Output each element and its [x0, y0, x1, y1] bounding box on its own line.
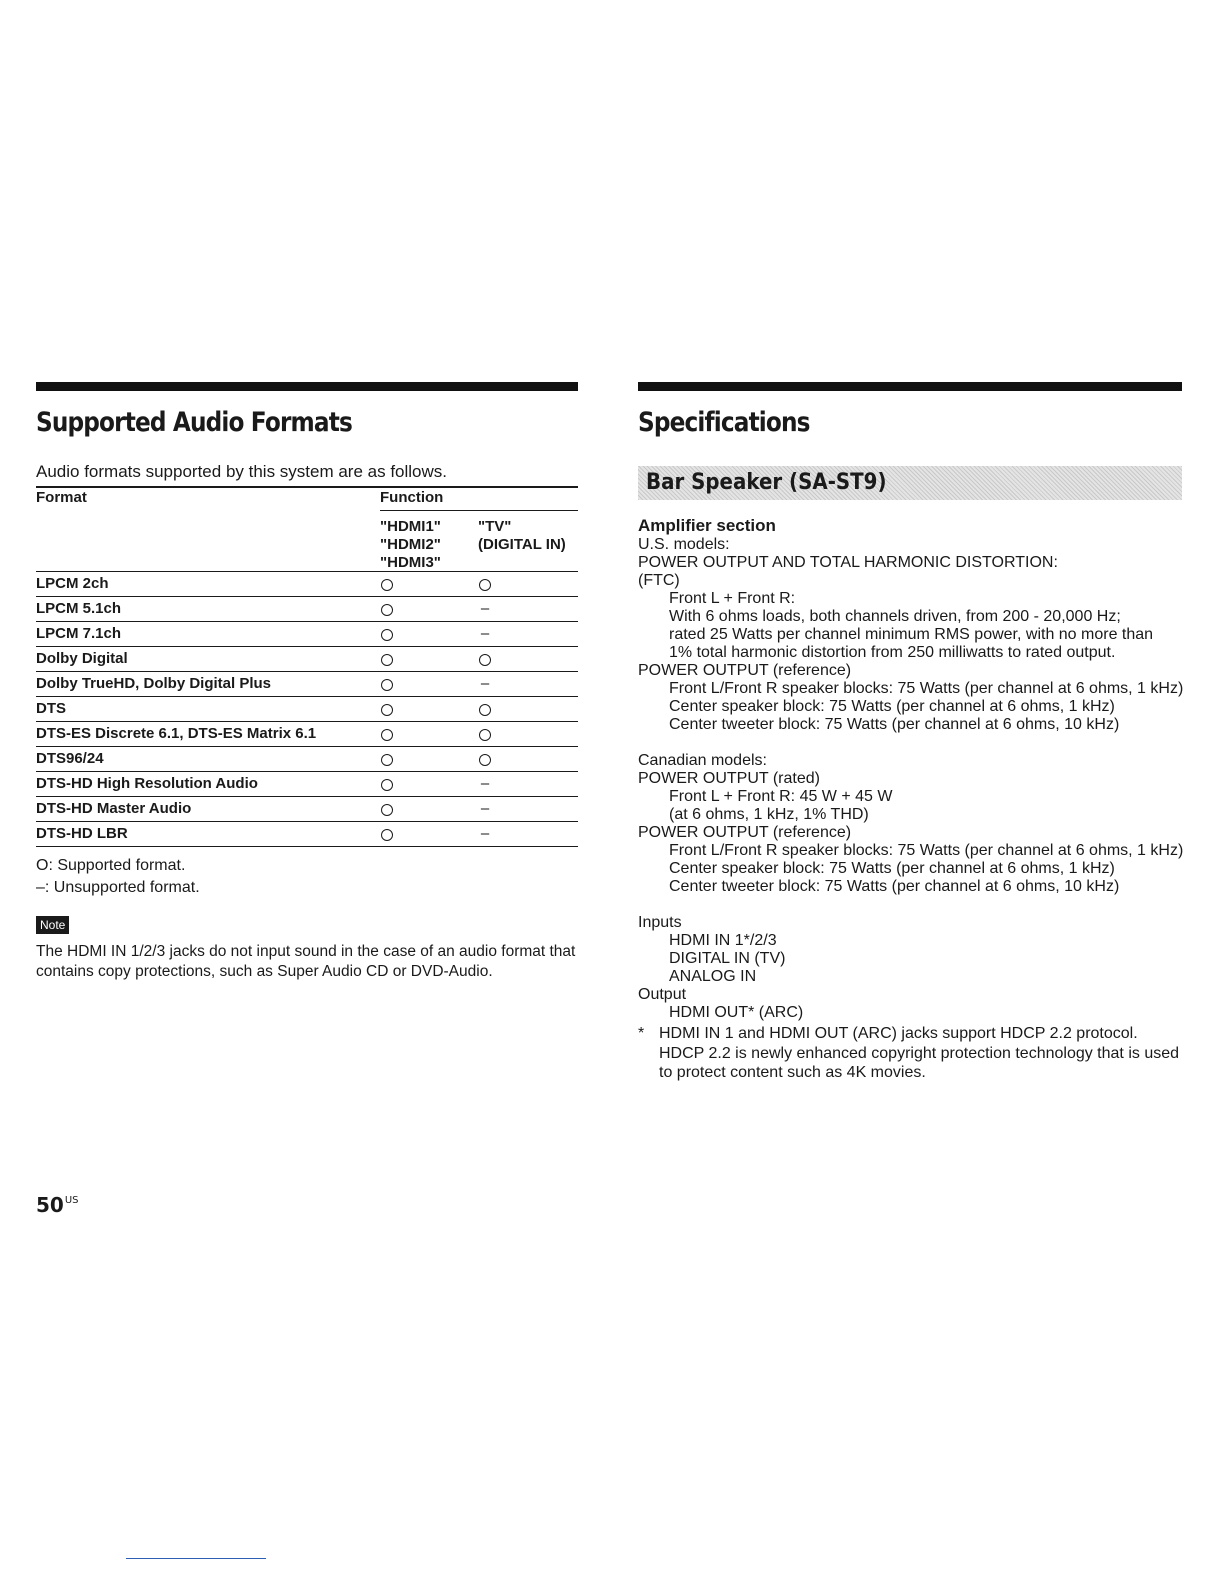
spec-line: POWER OUTPUT AND TOTAL HARMONIC DISTORTION: [638, 554, 1058, 571]
section-title: Specifications [638, 407, 810, 438]
spec-line: Center speaker block: 75 Watts (per channel at 6 ohms, 1 kHz) [669, 698, 1115, 715]
col-format-header: Format [36, 489, 87, 506]
formats-table [36, 486, 578, 847]
spec-line: HDMI IN 1*/2/3 [669, 932, 777, 949]
hdmi2-label: "HDMI2" [380, 536, 441, 553]
supported-circle-icon [479, 579, 491, 591]
hdmi-support-cell [380, 650, 394, 671]
supported-circle-icon [381, 579, 393, 591]
format-cell: DTS-HD High Resolution Audio [36, 775, 258, 792]
section-rule [36, 382, 578, 391]
hdmi-support-cell [380, 800, 394, 821]
format-cell: DTS-HD LBR [36, 825, 128, 842]
tv-support-cell [478, 725, 492, 746]
table-row [36, 696, 578, 721]
product-banner [638, 466, 1182, 500]
supported-circle-icon [381, 704, 393, 716]
format-cell: Dolby Digital [36, 650, 128, 667]
tv-support-cell: – [480, 675, 490, 692]
tv-label: "TV" [478, 518, 512, 535]
banner-text: Bar Speaker (SA-ST9) [646, 470, 887, 495]
hdmi1-label: "HDMI1" [380, 518, 441, 535]
spec-line: Front L/Front R speaker blocks: 75 Watts (per channel at 6 ohms, 1 kHz) [669, 842, 1184, 859]
hdmi-support-cell [380, 600, 394, 621]
tv-support-cell [478, 650, 492, 671]
supported-circle-icon [479, 654, 491, 666]
format-cell: DTS [36, 700, 66, 717]
spec-line: (at 6 ohms, 1 kHz, 1% THD) [669, 806, 869, 823]
supported-circle-icon [381, 779, 393, 791]
spec-line: Center tweeter block: 75 Watts (per channel at 6 ohms, 10 kHz) [669, 716, 1120, 733]
note-badge: Note [36, 916, 69, 934]
table-row [36, 596, 578, 621]
table-row [36, 621, 578, 646]
supported-circle-icon [381, 654, 393, 666]
footnote-text: HDMI IN 1 and HDMI OUT (ARC) jacks support HDCP 2.2 protocol. HDCP 2.2 is newly enhanced copyright protection technology that is used to protect content such as 4K movies. [659, 1025, 1180, 1081]
supported-circle-icon [381, 804, 393, 816]
tv-support-cell [478, 750, 492, 771]
supported-circle-icon [381, 729, 393, 741]
format-cell: LPCM 5.1ch [36, 600, 122, 617]
hdmi-support-cell [380, 625, 394, 646]
supported-circle-icon [381, 604, 393, 616]
table-body [36, 571, 578, 847]
format-cell: DTS-ES Discrete 6.1, DTS-ES Matrix 6.1 [36, 725, 317, 742]
spec-line: Canadian models: [638, 752, 767, 769]
supported-audio-formats-section [36, 382, 578, 982]
supported-circle-icon [381, 754, 393, 766]
spec-line: Center speaker block: 75 Watts (per channel at 6 ohms, 1 kHz) [669, 860, 1115, 877]
spec-line: Front L + Front R: 45 W + 45 W [669, 788, 893, 805]
spec-line: POWER OUTPUT (reference) [638, 824, 852, 841]
spec-line: 1% total harmonic distortion from 250 milliwatts to rated output. [669, 644, 1116, 661]
spec-line: POWER OUTPUT (rated) [638, 770, 820, 787]
hdmi3-label: "HDMI3" [380, 554, 441, 571]
supported-circle-icon [381, 629, 393, 641]
spec-lines [638, 536, 1182, 1022]
spec-line: Front L + Front R: [669, 590, 796, 607]
supported-circle-icon [381, 829, 393, 841]
tv-support-cell: – [480, 625, 490, 642]
format-cell: LPCM 7.1ch [36, 625, 122, 642]
hdmi-support-cell [380, 775, 394, 796]
tv-support-cell: – [480, 775, 490, 792]
table-header [36, 486, 578, 510]
table-row [36, 571, 578, 596]
legend-supported: O: Supported format. [36, 857, 186, 874]
spec-line: POWER OUTPUT (reference) [638, 662, 852, 679]
hdmi-support-cell [380, 725, 394, 746]
table-subheader [36, 510, 578, 571]
format-cell: DTS96/24 [36, 750, 104, 767]
spec-line: Output [638, 986, 687, 1003]
col-function-header: Function [380, 489, 444, 506]
supported-circle-icon [381, 679, 393, 691]
digital-in-label: (DIGITAL IN) [478, 536, 566, 553]
spec-line: With 6 ohms loads, both channels driven, from 200 - 20,000 Hz; [669, 608, 1121, 625]
section-title: Supported Audio Formats [36, 407, 352, 438]
footnote [638, 1024, 1182, 1083]
table-row [36, 671, 578, 696]
hdmi-support-cell [380, 750, 394, 771]
bottom-rule [126, 1558, 266, 1559]
tv-support-cell [478, 700, 492, 721]
section-rule [638, 382, 1182, 391]
legend [36, 855, 578, 899]
supported-circle-icon [479, 754, 491, 766]
subheader-rule [380, 510, 578, 511]
spec-line: rated 25 Watts per channel minimum RMS power, with no more than [669, 626, 1154, 643]
tv-support-cell: – [480, 825, 490, 842]
table-row [36, 796, 578, 821]
page-region: US [64, 1195, 79, 1206]
amplifier-section-heading: Amplifier section [638, 516, 776, 535]
spec-line: ANALOG IN [669, 968, 757, 985]
page-number-value: 50 [36, 1193, 64, 1217]
spec-line: U.S. models: [638, 536, 730, 553]
spec-line: Front L/Front R speaker blocks: 75 Watts (per channel at 6 ohms, 1 kHz) [669, 680, 1184, 697]
spec-line: DIGITAL IN (TV) [669, 950, 786, 967]
hdmi-support-cell [380, 675, 394, 696]
hdmi-support-cell [380, 825, 394, 846]
format-cell: Dolby TrueHD, Dolby Digital Plus [36, 675, 272, 692]
legend-unsupported: –: Unsupported format. [36, 879, 200, 896]
intro-text: Audio formats supported by this system are as follows. [36, 462, 448, 481]
spec-line: (FTC) [638, 572, 680, 589]
spec-line: Center tweeter block: 75 Watts (per channel at 6 ohms, 10 kHz) [669, 878, 1120, 895]
specifications-section [638, 382, 1182, 1083]
table-row [36, 771, 578, 796]
format-cell: DTS-HD Master Audio [36, 800, 192, 817]
spacer [638, 896, 1182, 914]
table-row [36, 721, 578, 746]
footnote-mark: * [638, 1025, 645, 1042]
table-row [36, 746, 578, 771]
page-number [36, 1193, 79, 1217]
tv-support-cell: – [480, 600, 490, 617]
tv-support-cell: – [480, 800, 490, 817]
table-row [36, 821, 578, 847]
tv-support-cell [478, 575, 492, 596]
col-tv-header [478, 518, 566, 554]
hdmi-support-cell [380, 700, 394, 721]
supported-circle-icon [479, 729, 491, 741]
note-text: The HDMI IN 1/2/3 jacks do not input sound in the case of an audio format that contains copy protections, such as Super Audio CD or DVD-Audio. [36, 943, 576, 980]
spacer [638, 734, 1182, 752]
format-cell: LPCM 2ch [36, 575, 109, 592]
table-row [36, 646, 578, 671]
spec-line: Inputs [638, 914, 682, 931]
col-hdmi-header [380, 518, 441, 572]
supported-circle-icon [479, 704, 491, 716]
hdmi-support-cell [380, 575, 394, 596]
spec-line: HDMI OUT* (ARC) [669, 1004, 804, 1021]
